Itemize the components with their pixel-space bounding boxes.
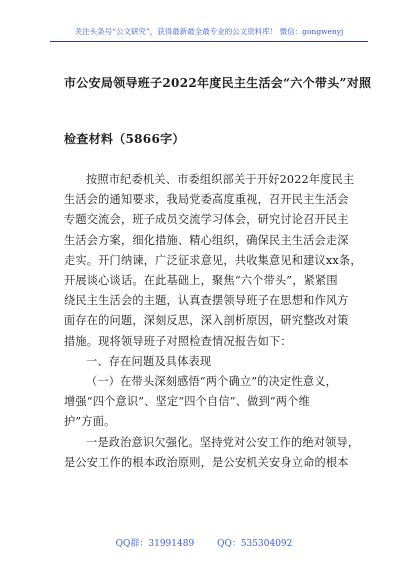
footer xyxy=(0,536,408,549)
paragraph-line: 走实。开门纳谏，广泛征求意见，共收集意见和建议xx条， xyxy=(64,253,362,267)
paragraph-line: 开展谈心谈话。在此基础上，聚焦“六个带头”，紧紧围 xyxy=(64,274,338,288)
paragraph-line: 生活会方案，细化措施、精心组织，确保民主生活会走深 xyxy=(64,233,349,247)
section-heading: 一、存在问题及具体表现 xyxy=(86,354,212,368)
paragraph-line: 措施。现将领导班子对照检查情况报告如下： xyxy=(64,334,292,348)
footer-qq-group: QQ群：31991489 xyxy=(115,539,195,549)
paragraph-line: 专题交流会，班子成员交流学习体会，研究讨论召开民主 xyxy=(64,213,349,227)
subsection-line: 护”方面。 xyxy=(64,415,116,429)
paragraph-line: 是公安工作的根本政治原则，是公安机关安身立命的根本 xyxy=(64,455,349,469)
paragraph-line: 一是政治意识欠强化。坚持党对公安工作的绝对领导， xyxy=(86,435,360,449)
paragraph-line: 按照市纪委机关、市委组织部关于开好2022年度民主 xyxy=(86,173,355,186)
paragraph-line: 生活会的通知要求，我局党委高度重视，召开民主生活会 xyxy=(64,193,349,207)
paragraph-line: 绕民主生活会的主题，认真查摆领导班子在思想和作风方 xyxy=(64,294,349,308)
subsection-line: （一）在带头深刻感悟“两个确立”的决定性意义， xyxy=(86,375,337,389)
intro-paragraph xyxy=(64,170,362,473)
document-title-line1: 市公安局领导班子2022年度民主生活会“六个带头”对照 xyxy=(64,76,372,90)
paragraph-line: 面存在的问题，深刻反思，深入剖析原因，研究整改对策 xyxy=(64,314,349,328)
footer-qq: QQ：535304092 xyxy=(217,539,293,549)
subsection-line: 增强“四个意识”、坚定“四个自信”、做到“两个维 xyxy=(64,395,310,409)
document-title-line2: 检查材料（5866字） xyxy=(64,132,185,146)
header-banner: 关注头条号“公文研究”，获得最新最全最专业的公文资料库！ 微信：gongwenyj xyxy=(50,26,368,42)
